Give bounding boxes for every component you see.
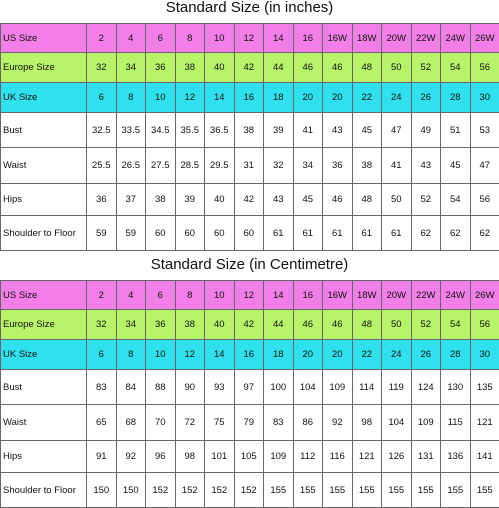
size-cell: 22W [411,24,441,53]
size-cell: 34 [116,53,146,83]
size-cell: 28.5 [175,148,205,184]
row-label: Europe Size [1,310,87,340]
size-cell: 18W [352,281,382,310]
size-cell: 126 [382,441,412,473]
size-cell: 155 [470,473,499,508]
inches-size-table [0,23,499,251]
size-cell: 38 [352,148,382,184]
size-cell: 61 [382,216,412,251]
size-cell: 61 [352,216,382,251]
size-cell: 14 [205,340,235,370]
size-cell: 65 [87,405,117,441]
size-cell: 52 [411,184,441,216]
size-cell: 20 [293,340,323,370]
size-cell: 16 [293,281,323,310]
size-cell: 8 [175,24,205,53]
size-cell: 88 [146,370,176,405]
size-cell: 121 [352,441,382,473]
europe-size-row [1,53,499,83]
bust-row [1,113,499,148]
size-cell: 101 [205,441,235,473]
size-cell: 24W [441,24,471,53]
bust-row [1,370,499,405]
size-cell: 10 [146,340,176,370]
size-cell: 24W [441,281,471,310]
inches-table-title: Standard Size (in inches) [0,0,499,16]
size-cell: 152 [175,473,205,508]
row-label: UK Size [1,340,87,370]
cm-size-table [0,280,499,508]
europe-size-row [1,310,499,340]
size-cell: 20 [323,340,353,370]
size-cell: 62 [411,216,441,251]
size-cell: 124 [411,370,441,405]
size-cell: 62 [470,216,499,251]
row-label: Bust [1,370,87,405]
size-cell: 39 [175,184,205,216]
size-cell: 32 [87,310,117,340]
size-cell: 16 [293,24,323,53]
size-cell: 26 [411,340,441,370]
size-cell: 16W [323,281,353,310]
size-cell: 14 [264,24,294,53]
size-cell: 43 [264,184,294,216]
size-cell: 22 [352,83,382,113]
size-cell: 152 [146,473,176,508]
size-cell: 104 [293,370,323,405]
size-cell: 42 [234,53,264,83]
hips-row [1,441,499,473]
size-cell: 38 [234,113,264,148]
size-cell: 109 [264,441,294,473]
size-cell: 61 [264,216,294,251]
size-cell: 84 [116,370,146,405]
size-cell: 40 [205,310,235,340]
size-cell: 83 [87,370,117,405]
row-label: Waist [1,148,87,184]
size-cell: 22 [352,340,382,370]
size-cell: 105 [234,441,264,473]
size-cell: 155 [411,473,441,508]
size-cell: 46 [323,53,353,83]
size-cell: 42 [234,310,264,340]
size-cell: 32.5 [87,113,117,148]
size-cell: 92 [116,441,146,473]
size-cell: 12 [175,83,205,113]
size-cell: 60 [146,216,176,251]
size-cell: 46 [293,310,323,340]
size-cell: 18 [264,340,294,370]
size-cell: 97 [234,370,264,405]
size-cell: 93 [205,370,235,405]
size-cell: 56 [470,310,499,340]
size-cell: 150 [87,473,117,508]
row-label: US Size [1,24,87,53]
size-cell: 155 [352,473,382,508]
size-cell: 20 [323,83,353,113]
size-cell: 131 [411,441,441,473]
size-cell: 8 [175,281,205,310]
size-cell: 36 [323,148,353,184]
size-cell: 46 [323,310,353,340]
size-cell: 56 [470,53,499,83]
size-cell: 155 [441,473,471,508]
size-cell: 18W [352,24,382,53]
size-cell: 48 [352,184,382,216]
size-cell: 24 [382,340,412,370]
row-label: Shoulder to Floor [1,473,87,508]
size-cell: 150 [116,473,146,508]
size-cell: 86 [293,405,323,441]
size-cell: 50 [382,53,412,83]
size-cell: 31 [234,148,264,184]
size-cell: 38 [146,184,176,216]
size-cell: 155 [382,473,412,508]
size-cell: 12 [234,281,264,310]
size-cell: 48 [352,53,382,83]
size-cell: 8 [116,340,146,370]
size-cell: 18 [264,83,294,113]
size-cell: 119 [382,370,412,405]
size-cell: 26 [411,83,441,113]
size-cell: 45 [441,148,471,184]
size-cell: 16 [234,83,264,113]
size-cell: 43 [323,113,353,148]
size-cell: 109 [323,370,353,405]
size-cell: 12 [234,24,264,53]
size-cell: 54 [441,184,471,216]
size-cell: 14 [264,281,294,310]
waist-row [1,148,499,184]
size-cell: 38 [175,310,205,340]
size-cell: 26.5 [116,148,146,184]
size-cell: 52 [411,53,441,83]
size-cell: 14 [205,83,235,113]
size-cell: 25.5 [87,148,117,184]
size-cell: 70 [146,405,176,441]
size-cell: 4 [116,24,146,53]
size-cell: 54 [441,310,471,340]
hips-row [1,184,499,216]
size-cell: 50 [382,184,412,216]
size-cell: 16 [234,340,264,370]
size-cell: 8 [116,83,146,113]
size-cell: 10 [205,281,235,310]
size-cell: 32 [264,148,294,184]
size-cell: 45 [293,184,323,216]
size-cell: 116 [323,441,353,473]
size-cell: 12 [175,340,205,370]
size-cell: 20 [293,83,323,113]
size-cell: 20W [382,281,412,310]
size-cell: 37 [116,184,146,216]
size-cell: 155 [323,473,353,508]
size-cell: 121 [470,405,499,441]
size-cell: 26W [470,24,499,53]
shoulder-to-floor-row [1,473,499,508]
size-cell: 62 [441,216,471,251]
size-cell: 6 [87,83,117,113]
size-cell: 34 [116,310,146,340]
size-cell: 36.5 [205,113,235,148]
size-cell: 109 [411,405,441,441]
size-cell: 10 [205,24,235,53]
size-cell: 22W [411,281,441,310]
us-size-row [1,24,499,53]
size-cell: 16W [323,24,353,53]
size-cell: 2 [87,281,117,310]
size-cell: 47 [382,113,412,148]
size-cell: 41 [382,148,412,184]
size-cell: 155 [264,473,294,508]
size-cell: 36 [87,184,117,216]
size-cell: 36 [146,53,176,83]
row-label: Europe Size [1,53,87,83]
size-cell: 98 [175,441,205,473]
size-cell: 32 [87,53,117,83]
size-cell: 61 [323,216,353,251]
size-cell: 98 [352,405,382,441]
size-cell: 20W [382,24,412,53]
size-cell: 39 [264,113,294,148]
cm-table-title: Standard Size (in Centimetre) [0,256,499,273]
size-cell: 46 [293,53,323,83]
size-cell: 46 [323,184,353,216]
size-cell: 155 [293,473,323,508]
row-label: Waist [1,405,87,441]
size-cell: 38 [175,53,205,83]
size-cell: 26W [470,281,499,310]
uk-size-row [1,83,499,113]
size-cell: 152 [205,473,235,508]
size-cell: 90 [175,370,205,405]
size-cell: 35.5 [175,113,205,148]
size-cell: 50 [382,310,412,340]
size-cell: 52 [411,310,441,340]
size-cell: 59 [116,216,146,251]
size-cell: 53 [470,113,499,148]
shoulder-to-floor-row [1,216,499,251]
size-cell: 75 [205,405,235,441]
size-cell: 59 [87,216,117,251]
size-cell: 92 [323,405,353,441]
size-cell: 48 [352,310,382,340]
row-label: UK Size [1,83,87,113]
size-cell: 43 [411,148,441,184]
size-cell: 4 [116,281,146,310]
size-cell: 61 [293,216,323,251]
size-cell: 49 [411,113,441,148]
row-label: Shoulder to Floor [1,216,87,251]
us-size-row [1,281,499,310]
row-label: Bust [1,113,87,148]
size-cell: 30 [470,340,499,370]
waist-row [1,405,499,441]
size-cell: 56 [470,184,499,216]
size-cell: 54 [441,53,471,83]
size-cell: 60 [175,216,205,251]
size-cell: 40 [205,184,235,216]
size-cell: 47 [470,148,499,184]
size-cell: 72 [175,405,205,441]
size-cell: 28 [441,340,471,370]
size-cell: 136 [441,441,471,473]
size-cell: 34.5 [146,113,176,148]
size-cell: 24 [382,83,412,113]
size-cell: 2 [87,24,117,53]
size-cell: 83 [264,405,294,441]
size-cell: 68 [116,405,146,441]
size-cell: 6 [87,340,117,370]
size-cell: 51 [441,113,471,148]
row-label: US Size [1,281,87,310]
uk-size-row [1,340,499,370]
size-cell: 45 [352,113,382,148]
size-cell: 152 [234,473,264,508]
size-cell: 115 [441,405,471,441]
size-cell: 112 [293,441,323,473]
size-cell: 10 [146,83,176,113]
size-cell: 130 [441,370,471,405]
size-cell: 60 [234,216,264,251]
size-cell: 114 [352,370,382,405]
row-label: Hips [1,441,87,473]
size-cell: 44 [264,53,294,83]
size-cell: 29.5 [205,148,235,184]
size-cell: 41 [293,113,323,148]
size-cell: 141 [470,441,499,473]
size-cell: 27.5 [146,148,176,184]
size-cell: 34 [293,148,323,184]
size-cell: 42 [234,184,264,216]
size-cell: 6 [146,281,176,310]
size-cell: 96 [146,441,176,473]
size-cell: 100 [264,370,294,405]
size-cell: 79 [234,405,264,441]
row-label: Hips [1,184,87,216]
size-cell: 91 [87,441,117,473]
size-cell: 135 [470,370,499,405]
size-cell: 6 [146,24,176,53]
size-cell: 44 [264,310,294,340]
size-cell: 36 [146,310,176,340]
size-cell: 33.5 [116,113,146,148]
size-cell: 30 [470,83,499,113]
size-cell: 40 [205,53,235,83]
size-cell: 104 [382,405,412,441]
size-cell: 60 [205,216,235,251]
size-cell: 28 [441,83,471,113]
